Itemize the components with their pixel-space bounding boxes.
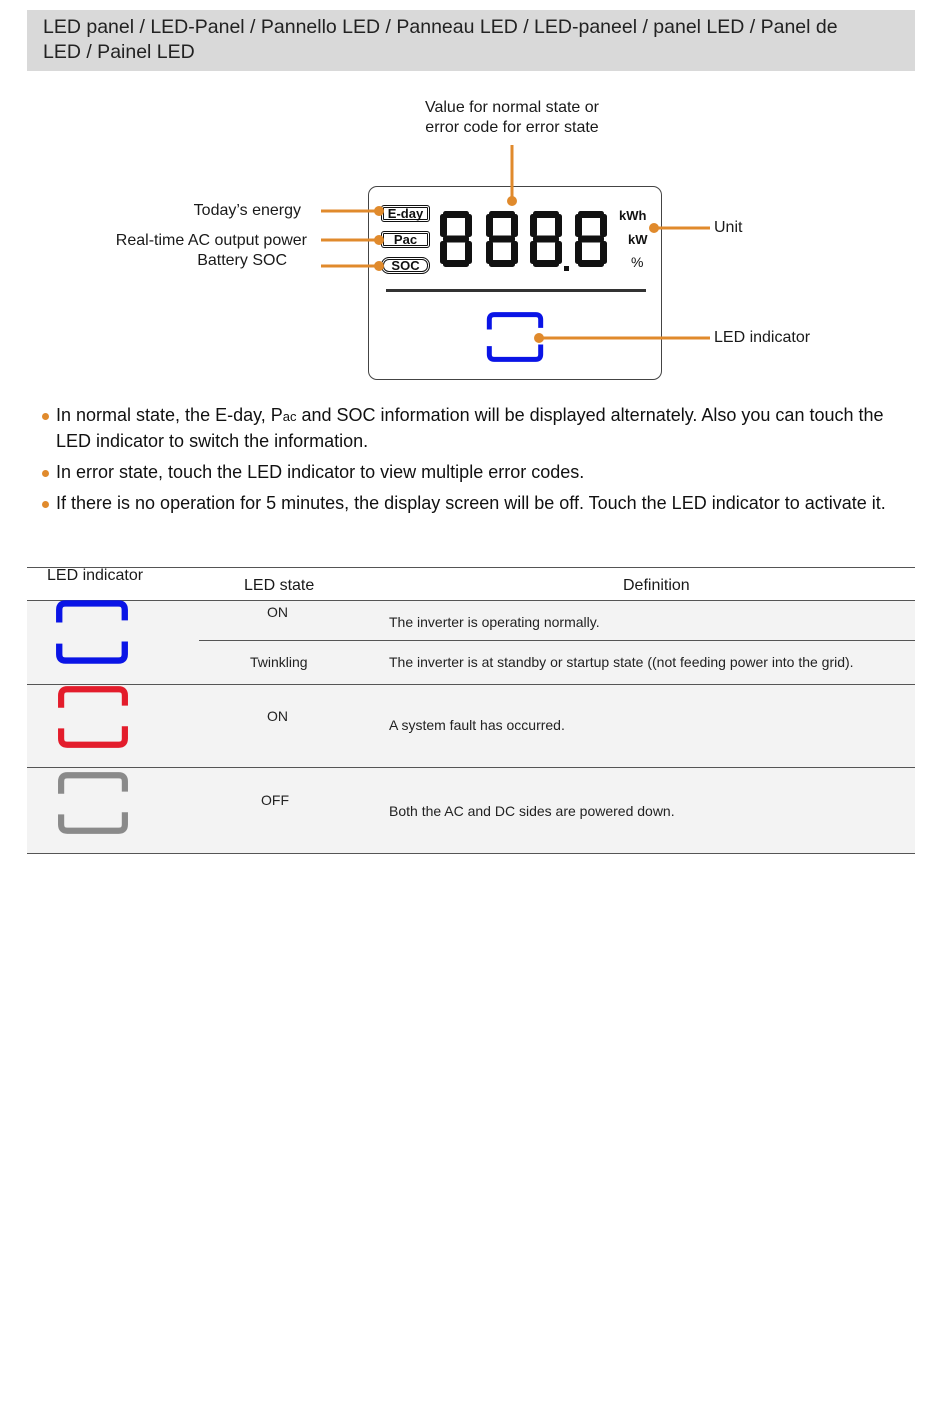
digit-segment bbox=[465, 214, 472, 237]
callout-today-energy: Today’s energy bbox=[193, 202, 301, 219]
callout-unit: Unit bbox=[714, 219, 743, 236]
digit-segment bbox=[489, 236, 515, 243]
digit-segment bbox=[486, 214, 493, 237]
header-led-indicator: LED indicator bbox=[47, 567, 144, 584]
seven-segment-display bbox=[440, 211, 607, 267]
callout-ac-power: Real-time AC output power bbox=[115, 232, 307, 249]
digit-segment bbox=[555, 214, 562, 237]
definition-text: Both the AC and DC sides are powered down. bbox=[389, 803, 675, 819]
definition-text: The inverter is operating normally. bbox=[389, 614, 600, 630]
callout-value-line2: error code for error state bbox=[425, 119, 599, 136]
unit-percent: % bbox=[631, 254, 644, 270]
table-header-rule bbox=[27, 600, 915, 601]
header-definition: Definition bbox=[623, 577, 690, 594]
digit-segment bbox=[533, 236, 559, 243]
bullet-text: If there is no operation for 5 minutes, the display screen will be off. Touch the LED indicator to activate it. bbox=[56, 493, 886, 513]
panel-divider bbox=[386, 289, 646, 292]
gray-led-icon bbox=[57, 770, 129, 836]
bullet-item bbox=[40, 491, 900, 515]
digit-segment bbox=[440, 214, 447, 237]
blue-led-icon bbox=[55, 598, 129, 666]
definition-text: A system fault has occurred. bbox=[389, 717, 565, 733]
digit-segment bbox=[530, 241, 537, 264]
state-twinkling: Twinkling bbox=[250, 654, 308, 670]
digit-segment bbox=[511, 214, 518, 237]
digit-segment bbox=[575, 241, 582, 264]
header-led-state: LED state bbox=[244, 577, 315, 594]
bullet-dot-icon bbox=[42, 470, 49, 477]
unit-kw: kW bbox=[628, 232, 648, 247]
bullet-item bbox=[40, 460, 900, 484]
led-panel-diagram bbox=[0, 0, 950, 400]
digit-segment bbox=[440, 241, 447, 264]
unit-kwh: kWh bbox=[619, 208, 647, 223]
led-state-table bbox=[27, 567, 915, 854]
section-title-line1: LED panel / LED-Panel / Pannello LED / Panneau LED / LED-paneel / panel LED / Panel de bbox=[43, 16, 838, 38]
eday-tag: E-day bbox=[381, 205, 430, 222]
bullet-item bbox=[40, 403, 900, 453]
digit-segment bbox=[600, 214, 607, 237]
callout-value-line1: Value for normal state or bbox=[424, 99, 599, 116]
callout-battery-soc: Battery SOC bbox=[197, 252, 287, 269]
red-led-icon bbox=[57, 684, 129, 750]
soc-tag: SOC bbox=[381, 257, 430, 274]
table-top-rule bbox=[27, 567, 915, 568]
table-sub-rule bbox=[199, 640, 915, 641]
bullet-dot-icon bbox=[42, 413, 49, 420]
digit-segment bbox=[530, 214, 537, 237]
bullet-text-continued: and SOC information will be displayed alternately. Also you can touch the LED indicator to switch the information. bbox=[56, 405, 884, 451]
row-bg-blue bbox=[27, 600, 915, 684]
digit-segment bbox=[575, 214, 582, 237]
diagram-graphics bbox=[0, 0, 950, 400]
callout-dot-value bbox=[509, 198, 516, 205]
state-off: OFF bbox=[261, 792, 289, 808]
bullet-text: In error state, touch the LED indicator to view multiple error codes. bbox=[56, 462, 585, 482]
digit-segment bbox=[578, 236, 604, 243]
bullet-subscript: ac bbox=[282, 409, 297, 424]
section-title-line2: LED / Painel LED bbox=[43, 41, 195, 63]
digit-segment bbox=[443, 236, 469, 243]
digit-segment bbox=[486, 241, 493, 264]
table-bottom-rule bbox=[27, 853, 915, 854]
info-bullet-list bbox=[40, 403, 900, 522]
state-on: ON bbox=[267, 604, 288, 620]
state-on: ON bbox=[267, 708, 288, 724]
table-row-rule bbox=[27, 767, 915, 768]
bullet-text: In normal state, the E-day, P bbox=[56, 405, 283, 425]
led-indicator-icon[interactable] bbox=[486, 311, 544, 363]
definition-text: The inverter is at standby or startup state ((not feeding power into the grid). bbox=[389, 654, 854, 670]
decimal-point bbox=[564, 266, 569, 271]
callout-led-indicator: LED indicator bbox=[714, 329, 811, 346]
table-row-rule bbox=[27, 684, 915, 685]
pac-tag: Pac bbox=[381, 231, 430, 248]
bullet-dot-icon bbox=[42, 501, 49, 508]
